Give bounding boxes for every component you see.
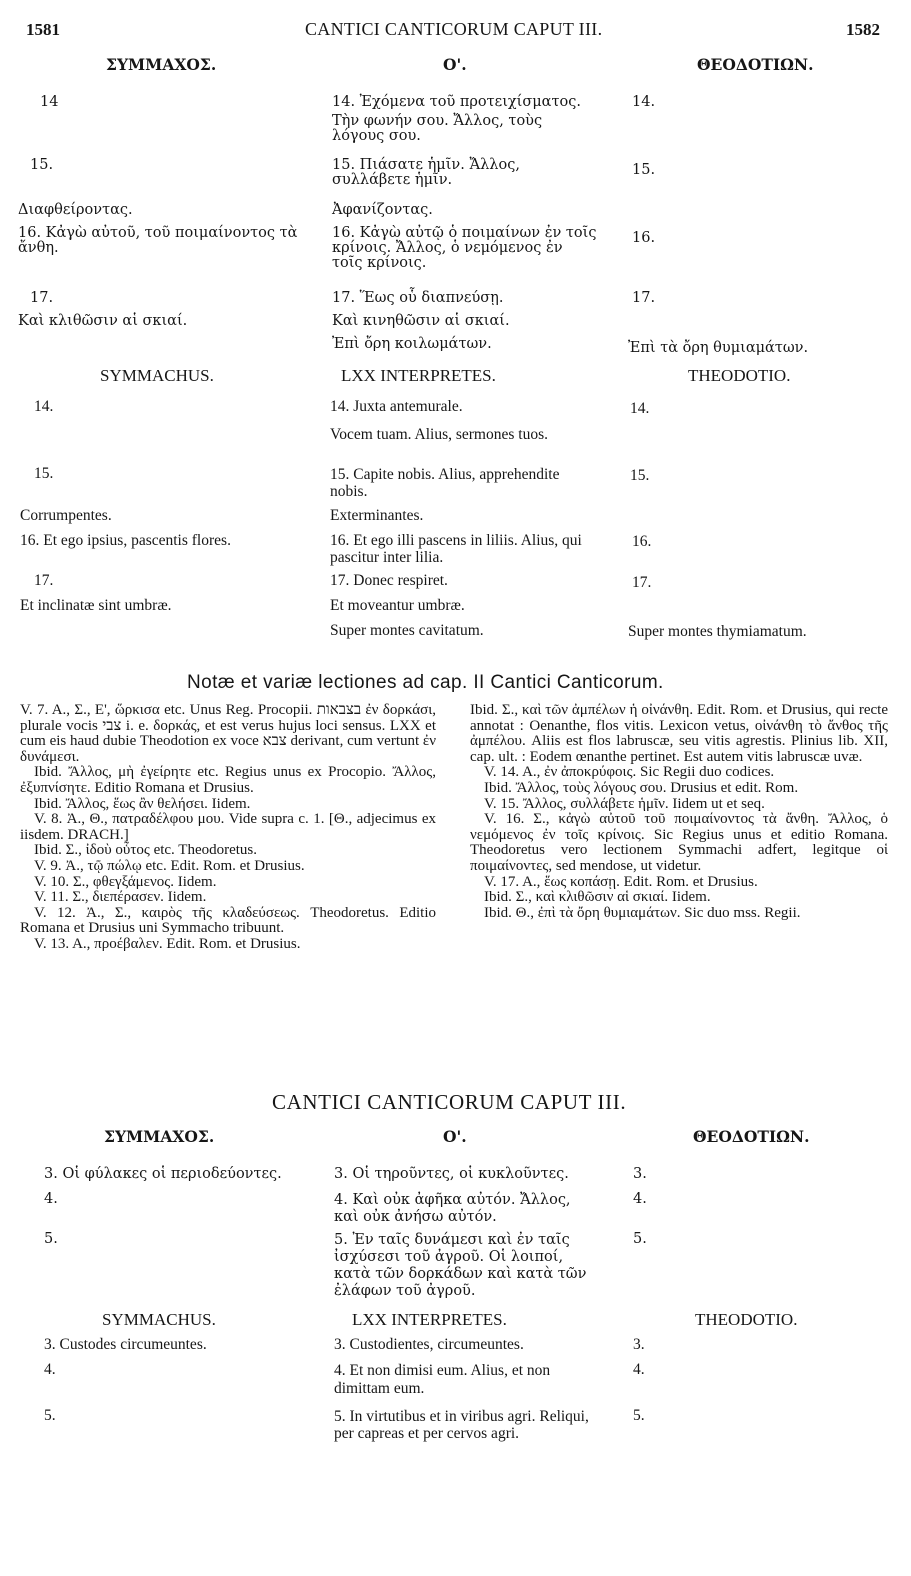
note-entry: Ibid. Σ., καὶ κλιθῶσιν αἱ σκιαί. Iidem.	[484, 889, 711, 906]
chapter-title: CANTICI CANTICORUM CAPUT III.	[272, 1090, 627, 1114]
note-entry: V. 15. Ἄλλος, συλλάβετε ἡμῖν. Iidem ut et seq.	[484, 795, 765, 812]
greek-row-theodotion: 16.	[632, 230, 656, 246]
note-entry: V. 17. A., ἕως κοπάσῃ. Edit. Rom. et Drusius.	[484, 873, 758, 890]
greek-row-theodotion: 15.	[632, 162, 656, 178]
latin-row-lxx: Exterminantes.	[330, 507, 424, 524]
note-entry: V. 13. A., προέβαλεν. Edit. Rom. et Drusius.	[34, 935, 301, 952]
greek-row-lxx: Ἀφανίζοντας.	[332, 202, 433, 218]
latin-row-theodotio: 17.	[632, 574, 652, 591]
note-entry: Ibid. Ἄλλος, ἕως ἂν θελήσει. Iidem.	[34, 795, 251, 812]
latin-header-theodotio: THEODOTIO.	[695, 1310, 798, 1329]
latin-row-symmachus: 15.	[34, 465, 54, 482]
note-entry: Ibid. Ἄλλος, τοὺς λόγους σου. Drusius et edit. Rom.	[484, 779, 799, 796]
latin-row-lxx: 16. Et ego illi pascens in liliis. Alius, qui pascitur inter lilia.	[330, 532, 582, 566]
greek-row-lxx: Ἐπὶ ὄρη κοιλωμάτων.	[332, 336, 492, 352]
greek-row-symmachus: Διαφθείροντας.	[18, 202, 133, 218]
greek-row-theodotion: 3.	[633, 1166, 647, 1182]
greek-row-theodotion: 14.	[632, 94, 656, 110]
latin-row-lxx: 17. Donec respiret.	[330, 572, 448, 589]
latin-row-lxx: 15. Capite nobis. Alius, apprehendite nobis.	[330, 466, 560, 500]
greek-row-lxx: 3. Οἱ τηροῦντες, οἱ κυκλοῦντες.	[334, 1166, 569, 1182]
latin-header-lxx: LXX INTERPRETES.	[341, 366, 496, 385]
latin-row-lxx: Super montes cavitatum.	[330, 622, 484, 639]
notes-left-column	[20, 703, 436, 953]
greek-row-symmachus: 14	[40, 94, 59, 110]
greek-header-theodotion: ΘΕΟΔΟΤΙΩΝ.	[697, 55, 814, 74]
greek-header-symmachus: ΣΥΜΜΑΧΟΣ.	[104, 1127, 215, 1146]
greek-header-lxx: Ο'.	[443, 55, 467, 74]
note-entry: V. 12. Ἀ., Σ., καιρὸς τῆς κλαδεύσεως. Theodoretus. Editio Romana et Drusius uni Symmacho tribuunt.	[20, 904, 436, 937]
note-entry: V. 16. Σ., κἀγὼ αὐτοῦ τοῦ ποιμαίνοντος τὰ ἄνθη. Ἄλλος, ὁ νεμόμενος ἐν τοῖς κρίνοις. Sic Regius unus et editio Romana. Theodoretus vero lectionem Symmachi adfert, legitque οἱ ποιμαίνοντες, sed mendose, ut videtur.	[470, 811, 888, 874]
note-entry: Ibid. Θ., ἐπὶ τὰ ὄρη θυμιαμάτων. Sic duo mss. Regii.	[484, 904, 801, 921]
notes-title: Notæ et variæ lectiones ad cap. II Cantici Canticorum.	[187, 672, 664, 693]
note-entry: V. 7. A., Σ., Ε', ὥρκισα etc. Unus Reg. Procopii. בצבאות ἐν δορκάσι, plurale vocis צבי i. e. δορκάς, et est verus hujus loci sensus. LXX et cum eis haud dubie Theodotion ex voce צבא derivant, cum vertunt ἐν δυνάμεσι.	[20, 702, 437, 765]
latin-row-lxx: 3. Custodientes, circumeuntes.	[334, 1336, 524, 1353]
note-entry: Ibid. Ἄλλος, μὴ ἐγείρητε etc. Regius unus ex Procopio. Ἄλλος, ἐξυπνίσητε. Editio Romana et Drusius.	[20, 764, 436, 796]
latin-row-lxx: Et moveantur umbræ.	[330, 597, 465, 614]
greek-row-lxx: 4. Καὶ οὐκ ἀφῆκα αὐτόν. Ἄλλος, καὶ οὐκ ἀνήσω αὐτόν.	[334, 1192, 571, 1225]
greek-row-lxx: Καὶ κινηθῶσιν αἱ σκιαί.	[332, 313, 510, 329]
latin-header-symmachus: SYMMACHUS.	[100, 366, 214, 385]
note-entry: Ibid. Σ., ἰδοὺ οὗτος etc. Theodoretus.	[34, 842, 258, 859]
greek-row-theodotion: 17.	[632, 290, 656, 306]
latin-row-symmachus: 3. Custodes circumeuntes.	[44, 1336, 207, 1353]
greek-row-symmachus: 17.	[30, 290, 54, 306]
latin-row-theodotio: 16.	[632, 533, 652, 550]
greek-header-lxx: Ο'.	[443, 1127, 467, 1146]
latin-row-symmachus: 14.	[34, 398, 54, 415]
latin-row-symmachus: 16. Et ego ipsius, pascentis flores.	[20, 532, 231, 549]
note-entry: V. 10. Σ., φθεγξάμενος. Iidem.	[34, 873, 217, 890]
latin-row-symmachus: 5.	[44, 1407, 56, 1424]
greek-row-theodotion: Ἐπὶ τὰ ὄρη θυμιαμάτων.	[628, 340, 809, 356]
greek-row-lxx: 16. Κἀγὼ αὐτῷ ὁ ποιμαίνων ἐν τοῖς κρίνοις. Ἄλλος, ὁ νεμόμενος ἐν τοῖς κρίνοις.	[332, 225, 597, 271]
latin-row-symmachus: Corrumpentes.	[20, 507, 112, 524]
greek-row-theodotion: 4.	[633, 1191, 647, 1207]
greek-header-theodotion: ΘΕΟΔΟΤΙΩΝ.	[693, 1127, 810, 1146]
greek-row-symmachus: 3. Οἱ φύλακες οἱ περιοδεύοντες.	[44, 1166, 282, 1182]
greek-row-symmachus: Καὶ κλιθῶσιν αἱ σκιαί.	[18, 313, 188, 329]
latin-row-lxx: 4. Et non dimisi eum. Alius, et non dimittam eum.	[334, 1362, 551, 1397]
latin-row-theodotio: 14.	[630, 400, 650, 417]
latin-row-symmachus: Et inclinatæ sint umbræ.	[20, 597, 172, 614]
running-title: CANTICI CANTICORUM CAPUT III.	[305, 19, 603, 39]
greek-row-lxx: 5. Ἐν ταῖς δυνάμεσι καὶ ἐν ταῖς ἰσχύσεσι τοῦ ἀγροῦ. Οἱ λοιποί, κατὰ τῶν δορκάδων καὶ κατὰ τῶν ἐλάφων τοῦ ἀγροῦ.	[334, 1232, 587, 1299]
greek-row-symmachus: 4.	[44, 1191, 58, 1207]
greek-row-lxx: 17. Ἕως οὗ διαπνεύσῃ.	[332, 290, 504, 306]
latin-row-symmachus: 17.	[34, 572, 54, 589]
note-entry: V. 14. A., ἐν ἀποκρύφοις. Sic Regii duo codices.	[484, 764, 775, 781]
note-entry: V. 11. Σ., διεπέρασεν. Iidem.	[34, 889, 207, 906]
latin-row-theodotio: Super montes thymiamatum.	[628, 623, 807, 640]
greek-row-theodotion: 5.	[633, 1231, 647, 1247]
notes-right-column	[470, 703, 888, 921]
greek-row-symmachus: 15.	[30, 157, 54, 173]
latin-row-lxx: 5. In virtutibus et in viribus agri. Reliqui, per capreas et per cervos agri.	[334, 1408, 589, 1442]
latin-header-symmachus: SYMMACHUS.	[102, 1310, 216, 1329]
greek-header-symmachus: ΣΥΜΜΑΧΟΣ.	[106, 55, 217, 74]
page-number-right: 1582	[846, 20, 880, 39]
note-entry: Ibid. Σ., καὶ τῶν ἀμπέλων ἡ οἰνάνθη. Edit. Rom. et Drusius, qui recte annotat : Oenanthe, flos vitis. Lexicon vetus, οἰνάνθη τὸ ἄνθος τῆς ἀμπέλου. Aliis est flos labruscæ, seu vitis agrestis. Plinius lib. XII, cap. ult. : Eodem œnanthe pertinet. Est autem vitis labruscæ uvæ.	[470, 702, 888, 765]
latin-row-lxx: Vocem tuam. Alius, sermones tuos.	[330, 426, 548, 443]
greek-row-lxx: Τὴν φωνήν σου. Ἄλλος, τοὺς λόγους σου.	[332, 113, 543, 144]
latin-row-theodotio: 3.	[633, 1336, 645, 1353]
note-entry: V. 9. Ἀ., τῷ πώλῳ etc. Edit. Rom. et Drusius.	[34, 857, 305, 874]
latin-row-theodotio: 15.	[630, 467, 650, 484]
latin-header-lxx: LXX INTERPRETES.	[352, 1310, 507, 1329]
greek-row-symmachus: 16. Κἀγὼ αὐτοῦ, τοῦ ποιμαίνοντος τὰ ἄνθη.	[18, 225, 298, 256]
greek-row-symmachus: 5.	[44, 1231, 58, 1247]
latin-header-theodotio: THEODOTIO.	[688, 366, 791, 385]
latin-row-theodotio: 4.	[633, 1361, 645, 1378]
latin-row-symmachus: 4.	[44, 1361, 56, 1378]
page-number-left: 1581	[26, 20, 60, 39]
note-entry: V. 8. Ἀ., Θ., πατραδέλφου μου. Vide supra c. 1. [Θ., adjecimus ex iisdem. DRACH.]	[20, 811, 436, 843]
greek-row-lxx: 14. Ἐχόμενα τοῦ προτειχίσματος.	[332, 94, 581, 110]
latin-row-theodotio: 5.	[633, 1407, 645, 1424]
latin-row-lxx: 14. Juxta antemurale.	[330, 398, 463, 415]
greek-row-lxx: 15. Πιάσατε ἡμῖν. Ἄλλος, συλλάβετε ἡμῖν.	[332, 157, 520, 188]
